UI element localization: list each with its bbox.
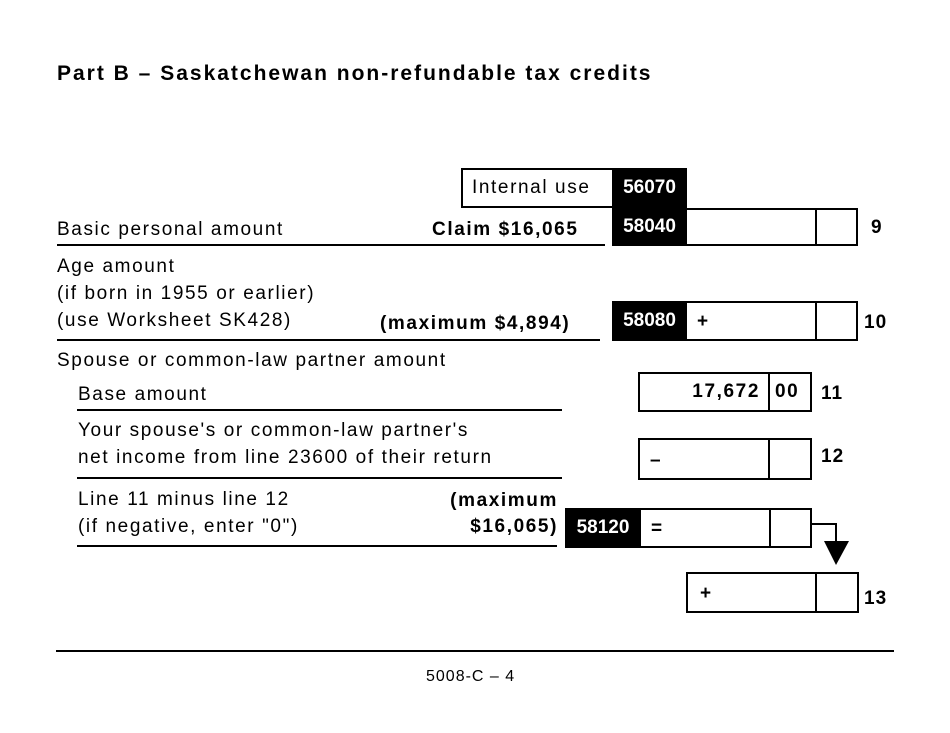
page-title: Part B – Saskatchewan non-refundable tax credits: [57, 62, 653, 85]
spouse-net-income-rule: [77, 477, 562, 479]
base-amount-cents: 00: [775, 381, 800, 402]
difference-maximum-line2: $16,065): [470, 516, 558, 537]
age-amount-label: Age amount: [57, 256, 176, 277]
form-page-number: 5008-C – 4: [426, 668, 516, 685]
basic-personal-claim: Claim $16,065: [432, 219, 579, 240]
age-amount-code: 58080: [612, 301, 687, 341]
plus-sign: +: [700, 583, 712, 604]
equals-sign: =: [651, 518, 663, 539]
cents-separator: [769, 510, 771, 546]
plus-sign: +: [697, 311, 709, 332]
internal-use-label: Internal use: [472, 177, 591, 198]
line-number-10: 10: [864, 312, 888, 333]
line-number-12: 12: [821, 446, 845, 467]
cents-separator: [815, 210, 817, 244]
base-amount-dollars: 17,672: [692, 381, 760, 402]
spouse-net-income-label: Your spouse's or common-law partner's: [78, 420, 470, 441]
down-arrow-icon: [805, 515, 855, 570]
basic-personal-amount-field[interactable]: [685, 208, 858, 246]
cents-separator: [815, 303, 817, 339]
base-amount-rule: [77, 409, 562, 411]
internal-use-code: 56070: [612, 168, 687, 208]
footer-rule: [56, 650, 894, 652]
cents-separator: [815, 574, 817, 611]
age-amount-maximum: (maximum $4,894): [380, 313, 571, 334]
base-amount-label: Base amount: [78, 384, 208, 405]
age-amount-rule: [57, 339, 600, 341]
age-amount-field[interactable]: [685, 301, 858, 341]
line-number-13: 13: [864, 588, 888, 609]
line-number-9: 9: [871, 217, 883, 238]
age-amount-condition: (if born in 1955 or earlier): [57, 283, 316, 304]
age-amount-worksheet: (use Worksheet SK428): [57, 310, 292, 331]
spouse-amount-code: 58120: [565, 508, 641, 548]
spouse-total-field[interactable]: [686, 572, 859, 613]
spouse-amount-field[interactable]: [639, 508, 812, 548]
line-number-11: 11: [821, 383, 844, 404]
cents-separator: [768, 374, 770, 410]
basic-personal-rule: [57, 244, 605, 246]
minus-sign: –: [650, 450, 661, 471]
spouse-net-income-field[interactable]: [638, 438, 812, 480]
base-amount-field: [638, 372, 812, 412]
difference-rule: [77, 545, 557, 547]
basic-personal-code: 58040: [612, 208, 687, 246]
difference-label: Line 11 minus line 12: [78, 489, 290, 510]
difference-instruction: (if negative, enter "0"): [78, 516, 299, 537]
basic-personal-label: Basic personal amount: [57, 219, 284, 240]
cents-separator: [768, 440, 770, 478]
internal-use-box: [461, 168, 614, 208]
spouse-net-income-source: net income from line 23600 of their return: [78, 447, 493, 468]
spouse-heading: Spouse or common-law partner amount: [57, 350, 447, 371]
difference-maximum-line1: (maximum: [450, 490, 558, 511]
